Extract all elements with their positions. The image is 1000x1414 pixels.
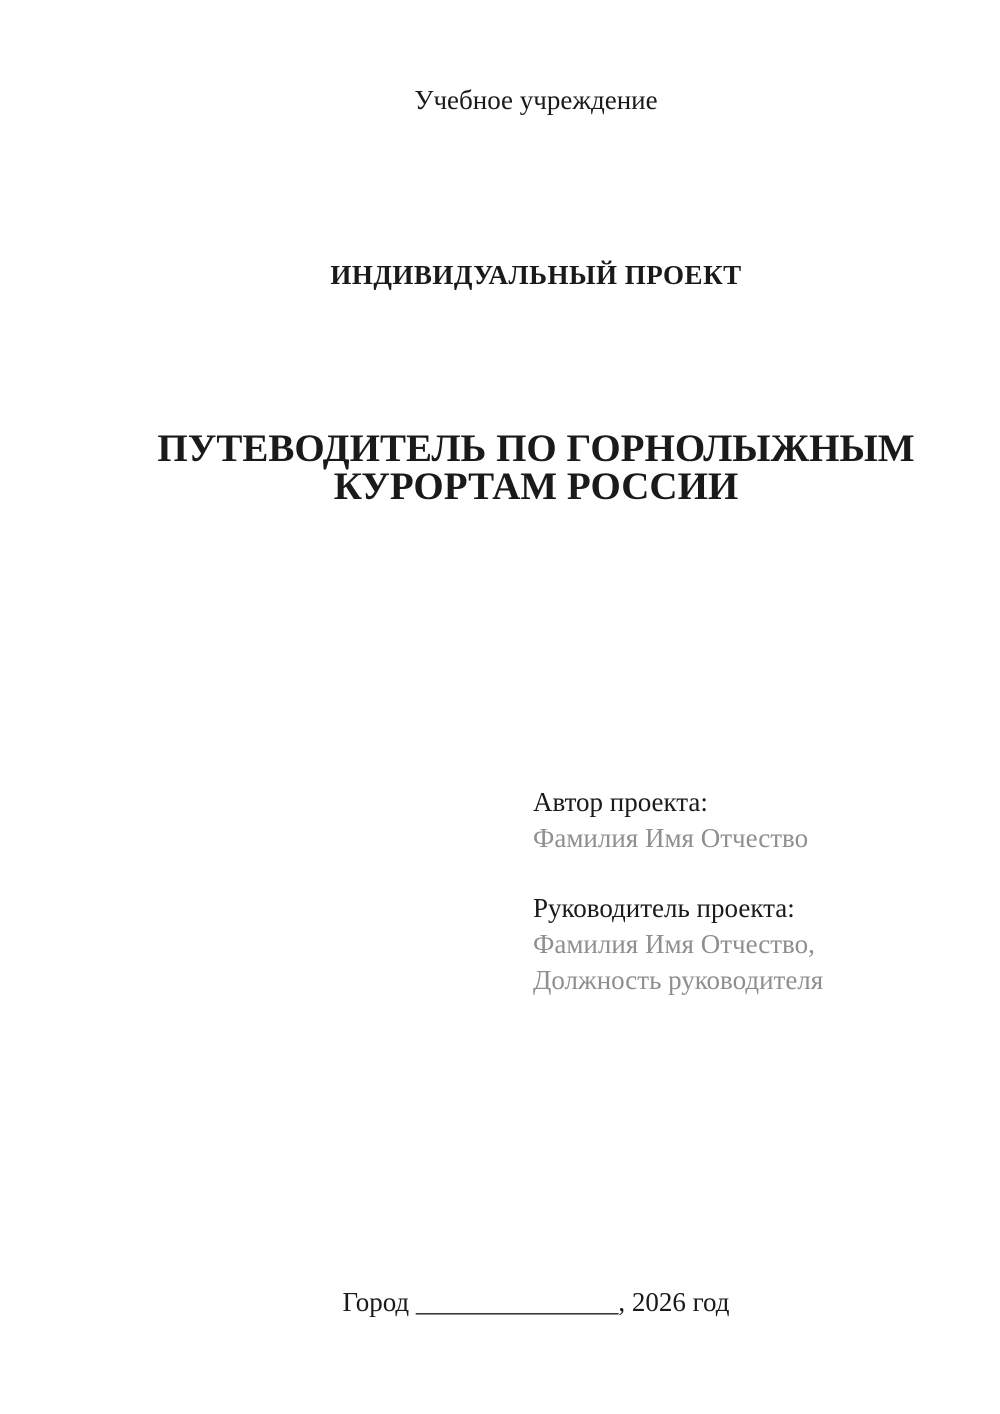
supervisor-block [533,890,823,998]
institution-name: Учебное учреждение [414,85,658,115]
document-type-heading: ИНДИВИДУАЛЬНЫЙ ПРОЕКТ [330,260,742,290]
city-blank-line: _______________ [415,1287,619,1317]
author-label: Автор проекта: [533,787,708,817]
city-year-line [143,1284,929,1320]
author-block [533,784,808,856]
author-name-placeholder: Фамилия Имя Отчество [533,823,809,853]
year-text: , 2026 год [618,1287,730,1317]
supervisor-label: Руководитель проекта: [533,893,795,923]
city-label: Город [342,1287,410,1317]
supervisor-position-placeholder: Должность руководителя [533,965,824,995]
supervisor-name-placeholder: Фамилия Имя Отчество, [533,929,815,959]
project-title: ПУТЕВОДИТЕЛЬ ПО ГОРНОЛЫЖНЫМ КУРОРТАМ РОССИИ [157,427,915,508]
